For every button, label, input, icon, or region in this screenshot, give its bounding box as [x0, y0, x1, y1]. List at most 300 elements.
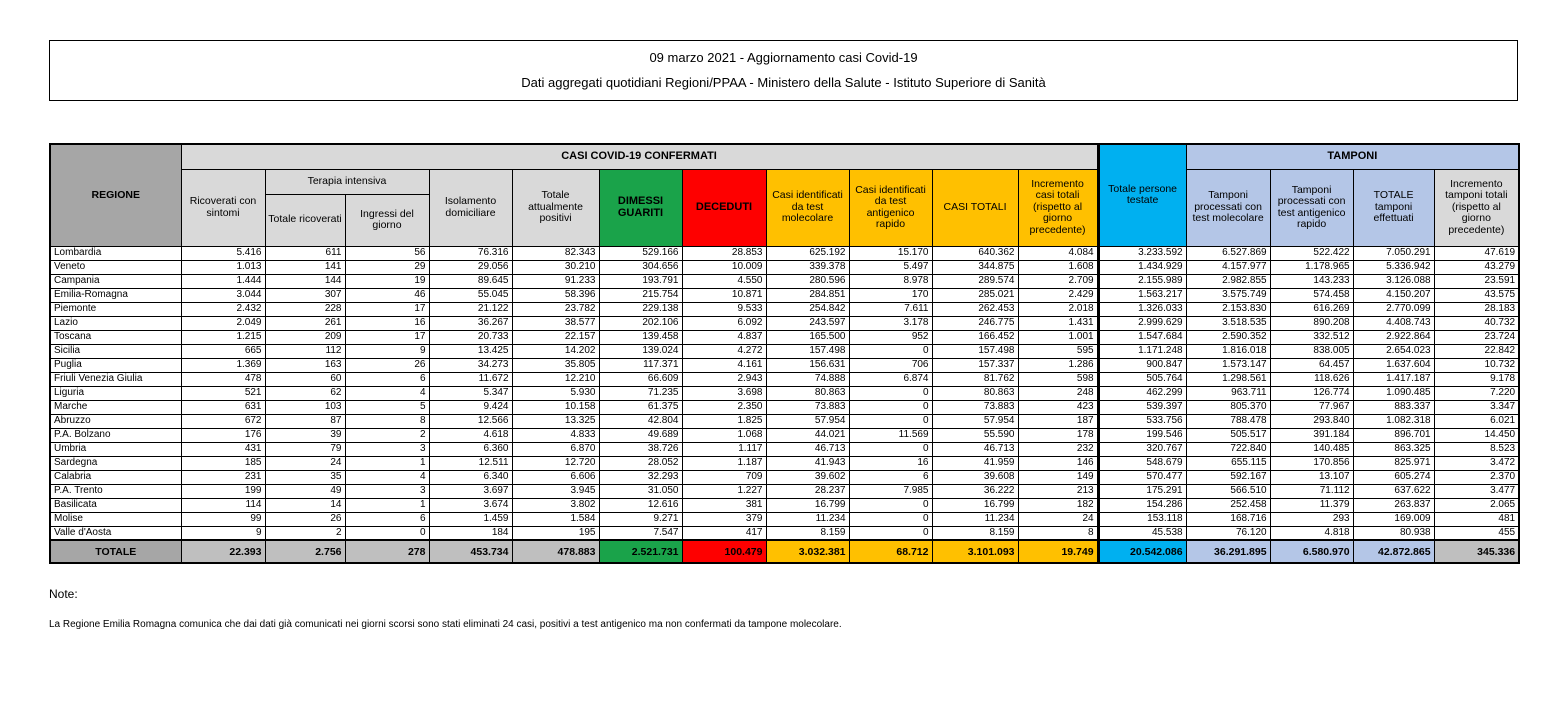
value-cell: 228 [265, 302, 345, 316]
value-cell: 55.590 [932, 428, 1018, 442]
value-cell: 11.379 [1270, 498, 1353, 512]
value-cell: 505.764 [1098, 372, 1186, 386]
value-cell: 262.453 [932, 302, 1018, 316]
value-cell: 80.863 [766, 386, 849, 400]
value-cell: 187 [1018, 414, 1098, 428]
value-cell: 7.220 [1434, 386, 1519, 400]
value-cell: 6 [345, 372, 429, 386]
totals-value-cell: 2.521.731 [599, 540, 682, 563]
value-cell: 9.533 [682, 302, 766, 316]
value-cell: 3.518.535 [1186, 316, 1270, 330]
totals-row [50, 540, 1519, 563]
value-cell: 605.274 [1353, 470, 1434, 484]
value-cell: 141 [265, 260, 345, 274]
value-cell: 3.472 [1434, 456, 1519, 470]
region-name-cell: Lombardia [50, 246, 181, 260]
totals-value-cell: 19.749 [1018, 540, 1098, 563]
value-cell: 35.805 [512, 358, 599, 372]
value-cell: 21.122 [429, 302, 512, 316]
region-name-cell: Veneto [50, 260, 181, 274]
value-cell: 709 [682, 470, 766, 484]
value-cell: 6.527.869 [1186, 246, 1270, 260]
value-cell: 417 [682, 526, 766, 540]
value-cell: 289.574 [932, 274, 1018, 288]
value-cell: 284.851 [766, 288, 849, 302]
value-cell: 2.922.864 [1353, 330, 1434, 344]
totals-value-cell: 3.032.381 [766, 540, 849, 563]
value-cell: 2.999.629 [1098, 316, 1186, 330]
value-cell: 1.090.485 [1353, 386, 1434, 400]
value-cell: 3.698 [682, 386, 766, 400]
value-cell: 598 [1018, 372, 1098, 386]
value-cell: 26 [345, 358, 429, 372]
table-row [50, 372, 1519, 386]
region-name-cell: Abruzzo [50, 414, 181, 428]
value-cell: 61.375 [599, 400, 682, 414]
value-cell: 0 [849, 386, 932, 400]
region-name-cell: Emilia-Romagna [50, 288, 181, 302]
value-cell: 9.178 [1434, 372, 1519, 386]
value-cell: 184 [429, 526, 512, 540]
value-cell: 4.408.743 [1353, 316, 1434, 330]
value-cell: 79 [265, 442, 345, 456]
table-row [50, 330, 1519, 344]
region-name-cell: Sicilia [50, 344, 181, 358]
value-cell: 12.616 [599, 498, 682, 512]
band-casi-confermati: CASI COVID-19 CONFERMATI [181, 144, 1098, 169]
header-incremento-tamponi: Incremento tamponi totali (rispetto al giorno precedente) [1434, 169, 1519, 246]
value-cell: 24 [1018, 512, 1098, 526]
table-row [50, 386, 1519, 400]
value-cell: 22.157 [512, 330, 599, 344]
region-name-cell: P.A. Bolzano [50, 428, 181, 442]
value-cell: 87 [265, 414, 345, 428]
value-cell: 381 [682, 498, 766, 512]
value-cell: 16.799 [932, 498, 1018, 512]
value-cell: 16.799 [766, 498, 849, 512]
value-cell: 28.237 [766, 484, 849, 498]
value-cell: 1.608 [1018, 260, 1098, 274]
value-cell: 637.622 [1353, 484, 1434, 498]
value-cell: 9 [345, 344, 429, 358]
value-cell: 595 [1018, 344, 1098, 358]
value-cell: 1.286 [1018, 358, 1098, 372]
table-row [50, 470, 1519, 484]
value-cell: 1.001 [1018, 330, 1098, 344]
value-cell: 3.477 [1434, 484, 1519, 498]
value-cell: 1.417.187 [1353, 372, 1434, 386]
region-name-cell: Basilicata [50, 498, 181, 512]
region-name-cell: Liguria [50, 386, 181, 400]
value-cell: 3 [345, 442, 429, 456]
value-cell: 2.982.855 [1186, 274, 1270, 288]
value-cell: 55.045 [429, 288, 512, 302]
value-cell: 10.732 [1434, 358, 1519, 372]
value-cell: 80.938 [1353, 526, 1434, 540]
value-cell: 3.178 [849, 316, 932, 330]
value-cell: 36.267 [429, 316, 512, 330]
value-cell: 16 [849, 456, 932, 470]
value-cell: 706 [849, 358, 932, 372]
value-cell: 2.590.352 [1186, 330, 1270, 344]
value-cell: 17 [345, 330, 429, 344]
value-cell: 2.429 [1018, 288, 1098, 302]
value-cell: 117.371 [599, 358, 682, 372]
header-attualmente-positivi: Totale attualmente positivi [512, 169, 599, 246]
value-cell: 6.870 [512, 442, 599, 456]
value-cell: 139.458 [599, 330, 682, 344]
value-cell: 4.837 [682, 330, 766, 344]
header-persone-testate: Totale persone testate [1098, 144, 1186, 246]
value-cell: 40.732 [1434, 316, 1519, 330]
value-cell: 7.050.291 [1353, 246, 1434, 260]
table-row [50, 414, 1519, 428]
value-cell: 293 [1270, 512, 1353, 526]
value-cell: 2.432 [181, 302, 265, 316]
value-cell: 6.606 [512, 470, 599, 484]
value-cell: 15.170 [849, 246, 932, 260]
value-cell: 156.631 [766, 358, 849, 372]
value-cell: 1.434.929 [1098, 260, 1186, 274]
value-cell: 30.210 [512, 260, 599, 274]
notes-section [49, 588, 1509, 630]
value-cell: 307 [265, 288, 345, 302]
value-cell: 91.233 [512, 274, 599, 288]
value-cell: 1.187 [682, 456, 766, 470]
value-cell: 71.235 [599, 386, 682, 400]
header-regione: REGIONE [50, 144, 181, 246]
value-cell: 73.883 [766, 400, 849, 414]
value-cell: 14 [265, 498, 345, 512]
region-name-cell: Lazio [50, 316, 181, 330]
value-cell: 139.024 [599, 344, 682, 358]
value-cell: 4.150.207 [1353, 288, 1434, 302]
value-cell: 6.340 [429, 470, 512, 484]
region-name-cell: Umbria [50, 442, 181, 456]
value-cell: 1.068 [682, 428, 766, 442]
value-cell: 1.227 [682, 484, 766, 498]
value-cell: 5.930 [512, 386, 599, 400]
band-terapia-intensiva: Terapia intensiva [265, 169, 429, 194]
value-cell: 4.550 [682, 274, 766, 288]
value-cell: 112 [265, 344, 345, 358]
value-cell: 2.153.830 [1186, 302, 1270, 316]
value-cell: 4 [345, 470, 429, 484]
totals-value-cell: 453.734 [429, 540, 512, 563]
value-cell: 640.362 [932, 246, 1018, 260]
value-cell: 252.458 [1186, 498, 1270, 512]
value-cell: 185 [181, 456, 265, 470]
value-cell: 17 [345, 302, 429, 316]
value-cell: 232 [1018, 442, 1098, 456]
value-cell: 1.444 [181, 274, 265, 288]
value-cell: 23.724 [1434, 330, 1519, 344]
value-cell: 118.626 [1270, 372, 1353, 386]
value-cell: 243.597 [766, 316, 849, 330]
value-cell: 478 [181, 372, 265, 386]
table-row [50, 456, 1519, 470]
value-cell: 722.840 [1186, 442, 1270, 456]
value-cell: 11.234 [766, 512, 849, 526]
value-cell: 7.611 [849, 302, 932, 316]
header-casi-molecolare: Casi identificati da test molecolare [766, 169, 849, 246]
totals-value-cell: 100.479 [682, 540, 766, 563]
value-cell: 9.271 [599, 512, 682, 526]
value-cell: 4.272 [682, 344, 766, 358]
value-cell: 8.159 [766, 526, 849, 540]
value-cell: 254.842 [766, 302, 849, 316]
covid-table [49, 143, 1520, 564]
totals-label-cell: TOTALE [50, 540, 181, 563]
value-cell: 4 [345, 386, 429, 400]
value-cell: 49.689 [599, 428, 682, 442]
report-title: 09 marzo 2021 - Aggiornamento casi Covid-19 [649, 50, 918, 66]
value-cell: 339.378 [766, 260, 849, 274]
value-cell: 178 [1018, 428, 1098, 442]
region-name-cell: Sardegna [50, 456, 181, 470]
value-cell: 3.697 [429, 484, 512, 498]
value-cell: 539.397 [1098, 400, 1186, 414]
region-name-cell: Piemonte [50, 302, 181, 316]
header-totale-tamponi: TOTALE tamponi effettuati [1353, 169, 1434, 246]
value-cell: 8.523 [1434, 442, 1519, 456]
value-cell: 4.818 [1270, 526, 1353, 540]
value-cell: 44.021 [766, 428, 849, 442]
value-cell: 3 [345, 484, 429, 498]
value-cell: 570.477 [1098, 470, 1186, 484]
value-cell: 7.547 [599, 526, 682, 540]
value-cell: 1 [345, 498, 429, 512]
value-cell: 2 [345, 428, 429, 442]
table-row [50, 344, 1519, 358]
value-cell: 56 [345, 246, 429, 260]
table-row [50, 288, 1519, 302]
value-cell: 332.512 [1270, 330, 1353, 344]
value-cell: 462.299 [1098, 386, 1186, 400]
table-row [50, 428, 1519, 442]
header-ti-totale: Totale ricoverati [265, 194, 345, 246]
value-cell: 8.978 [849, 274, 932, 288]
value-cell: 10.009 [682, 260, 766, 274]
value-cell: 566.510 [1186, 484, 1270, 498]
value-cell: 900.847 [1098, 358, 1186, 372]
table-row [50, 358, 1519, 372]
value-cell: 6.360 [429, 442, 512, 456]
value-cell: 952 [849, 330, 932, 344]
value-cell: 7.985 [849, 484, 932, 498]
value-cell: 6 [849, 470, 932, 484]
value-cell: 71.112 [1270, 484, 1353, 498]
value-cell: 2.018 [1018, 302, 1098, 316]
value-cell: 168.716 [1186, 512, 1270, 526]
value-cell: 62 [265, 386, 345, 400]
value-cell: 1.816.018 [1186, 344, 1270, 358]
value-cell: 157.498 [766, 344, 849, 358]
value-cell: 522.422 [1270, 246, 1353, 260]
table-row [50, 316, 1519, 330]
value-cell: 1.082.318 [1353, 414, 1434, 428]
value-cell: 4.833 [512, 428, 599, 442]
value-cell: 9.424 [429, 400, 512, 414]
value-cell: 12.511 [429, 456, 512, 470]
value-cell: 8 [1018, 526, 1098, 540]
table-row [50, 512, 1519, 526]
header-ricoverati: Ricoverati con sintomi [181, 169, 265, 246]
value-cell: 379 [682, 512, 766, 526]
value-cell: 13.107 [1270, 470, 1353, 484]
value-cell: 1.215 [181, 330, 265, 344]
value-cell: 170 [849, 288, 932, 302]
table-body [50, 246, 1519, 563]
value-cell: 261 [265, 316, 345, 330]
value-cell: 199.546 [1098, 428, 1186, 442]
value-cell: 29 [345, 260, 429, 274]
table-row [50, 498, 1519, 512]
value-cell: 2.709 [1018, 274, 1098, 288]
value-cell: 28.853 [682, 246, 766, 260]
totals-value-cell: 6.580.970 [1270, 540, 1353, 563]
value-cell: 45.538 [1098, 526, 1186, 540]
value-cell: 10.871 [682, 288, 766, 302]
value-cell: 805.370 [1186, 400, 1270, 414]
value-cell: 46.713 [766, 442, 849, 456]
value-cell: 896.701 [1353, 428, 1434, 442]
value-cell: 165.500 [766, 330, 849, 344]
value-cell: 11.569 [849, 428, 932, 442]
value-cell: 5.347 [429, 386, 512, 400]
value-cell: 1.431 [1018, 316, 1098, 330]
value-cell: 41.959 [932, 456, 1018, 470]
value-cell: 29.056 [429, 260, 512, 274]
value-cell: 154.286 [1098, 498, 1186, 512]
value-cell: 246.775 [932, 316, 1018, 330]
totals-value-cell: 42.872.865 [1353, 540, 1434, 563]
value-cell: 592.167 [1186, 470, 1270, 484]
value-cell: 12.566 [429, 414, 512, 428]
header-deceduti: DECEDUTI [682, 169, 766, 246]
value-cell: 28.183 [1434, 302, 1519, 316]
value-cell: 3.126.088 [1353, 274, 1434, 288]
value-cell: 391.184 [1270, 428, 1353, 442]
value-cell: 39.602 [766, 470, 849, 484]
value-cell: 1.326.033 [1098, 302, 1186, 316]
value-cell: 9 [181, 526, 265, 540]
value-cell: 114 [181, 498, 265, 512]
table-row [50, 484, 1519, 498]
value-cell: 0 [849, 414, 932, 428]
value-cell: 231 [181, 470, 265, 484]
value-cell: 285.021 [932, 288, 1018, 302]
value-cell: 2.155.989 [1098, 274, 1186, 288]
value-cell: 788.478 [1186, 414, 1270, 428]
band-tamponi: TAMPONI [1186, 144, 1519, 169]
value-cell: 39 [265, 428, 345, 442]
value-cell: 176 [181, 428, 265, 442]
table-row [50, 442, 1519, 456]
value-cell: 14.202 [512, 344, 599, 358]
value-cell: 57.954 [932, 414, 1018, 428]
value-cell: 82.343 [512, 246, 599, 260]
value-cell: 49 [265, 484, 345, 498]
value-cell: 2.350 [682, 400, 766, 414]
value-cell: 2.049 [181, 316, 265, 330]
region-name-cell: Marche [50, 400, 181, 414]
value-cell: 344.875 [932, 260, 1018, 274]
region-name-cell: Campania [50, 274, 181, 288]
value-cell: 144 [265, 274, 345, 288]
value-cell: 26 [265, 512, 345, 526]
value-cell: 6.092 [682, 316, 766, 330]
value-cell: 64.457 [1270, 358, 1353, 372]
value-cell: 170.856 [1270, 456, 1353, 470]
report-subtitle: Dati aggregati quotidiani Regioni/PPAA - Ministero della Salute - Istituto Superiore di Sanità [521, 74, 1046, 90]
value-cell: 81.762 [932, 372, 1018, 386]
value-cell: 3.802 [512, 498, 599, 512]
value-cell: 46.713 [932, 442, 1018, 456]
region-name-cell: Calabria [50, 470, 181, 484]
value-cell: 3.945 [512, 484, 599, 498]
value-cell: 455 [1434, 526, 1519, 540]
value-cell: 2.654.023 [1353, 344, 1434, 358]
value-cell: 14.450 [1434, 428, 1519, 442]
header-dimessi-guariti: DIMESSI GUARITI [599, 169, 682, 246]
table-row [50, 526, 1519, 540]
value-cell: 24 [265, 456, 345, 470]
value-cell: 28.052 [599, 456, 682, 470]
value-cell: 631 [181, 400, 265, 414]
value-cell: 574.458 [1270, 288, 1353, 302]
value-cell: 32.293 [599, 470, 682, 484]
value-cell: 19 [345, 274, 429, 288]
value-cell: 195 [512, 526, 599, 540]
value-cell: 163 [265, 358, 345, 372]
value-cell: 1.298.561 [1186, 372, 1270, 386]
value-cell: 58.396 [512, 288, 599, 302]
value-cell: 0 [849, 400, 932, 414]
header-tamponi-antigenico: Tamponi processati con test antigenico rapido [1270, 169, 1353, 246]
value-cell: 157.498 [932, 344, 1018, 358]
totals-value-cell: 20.542.086 [1098, 540, 1186, 563]
value-cell: 890.208 [1270, 316, 1353, 330]
value-cell: 655.115 [1186, 456, 1270, 470]
value-cell: 4.084 [1018, 246, 1098, 260]
value-cell: 193.791 [599, 274, 682, 288]
value-cell: 209 [265, 330, 345, 344]
value-cell: 11.672 [429, 372, 512, 386]
value-cell: 66.609 [599, 372, 682, 386]
value-cell: 169.009 [1353, 512, 1434, 526]
header-tamponi-molecolare: Tamponi processati con test molecolare [1186, 169, 1270, 246]
value-cell: 2.065 [1434, 498, 1519, 512]
value-cell: 1.171.248 [1098, 344, 1186, 358]
value-cell: 10.158 [512, 400, 599, 414]
totals-value-cell: 2.756 [265, 540, 345, 563]
value-cell: 2.370 [1434, 470, 1519, 484]
table-row [50, 274, 1519, 288]
value-cell: 43.279 [1434, 260, 1519, 274]
value-cell: 3.575.749 [1186, 288, 1270, 302]
value-cell: 140.485 [1270, 442, 1353, 456]
value-cell: 548.679 [1098, 456, 1186, 470]
value-cell: 11.234 [932, 512, 1018, 526]
value-cell: 2.770.099 [1353, 302, 1434, 316]
header-ti-ingressi: Ingressi del giorno [345, 194, 429, 246]
totals-value-cell: 478.883 [512, 540, 599, 563]
value-cell: 20.733 [429, 330, 512, 344]
value-cell: 5 [345, 400, 429, 414]
value-cell: 533.756 [1098, 414, 1186, 428]
value-cell: 47.619 [1434, 246, 1519, 260]
